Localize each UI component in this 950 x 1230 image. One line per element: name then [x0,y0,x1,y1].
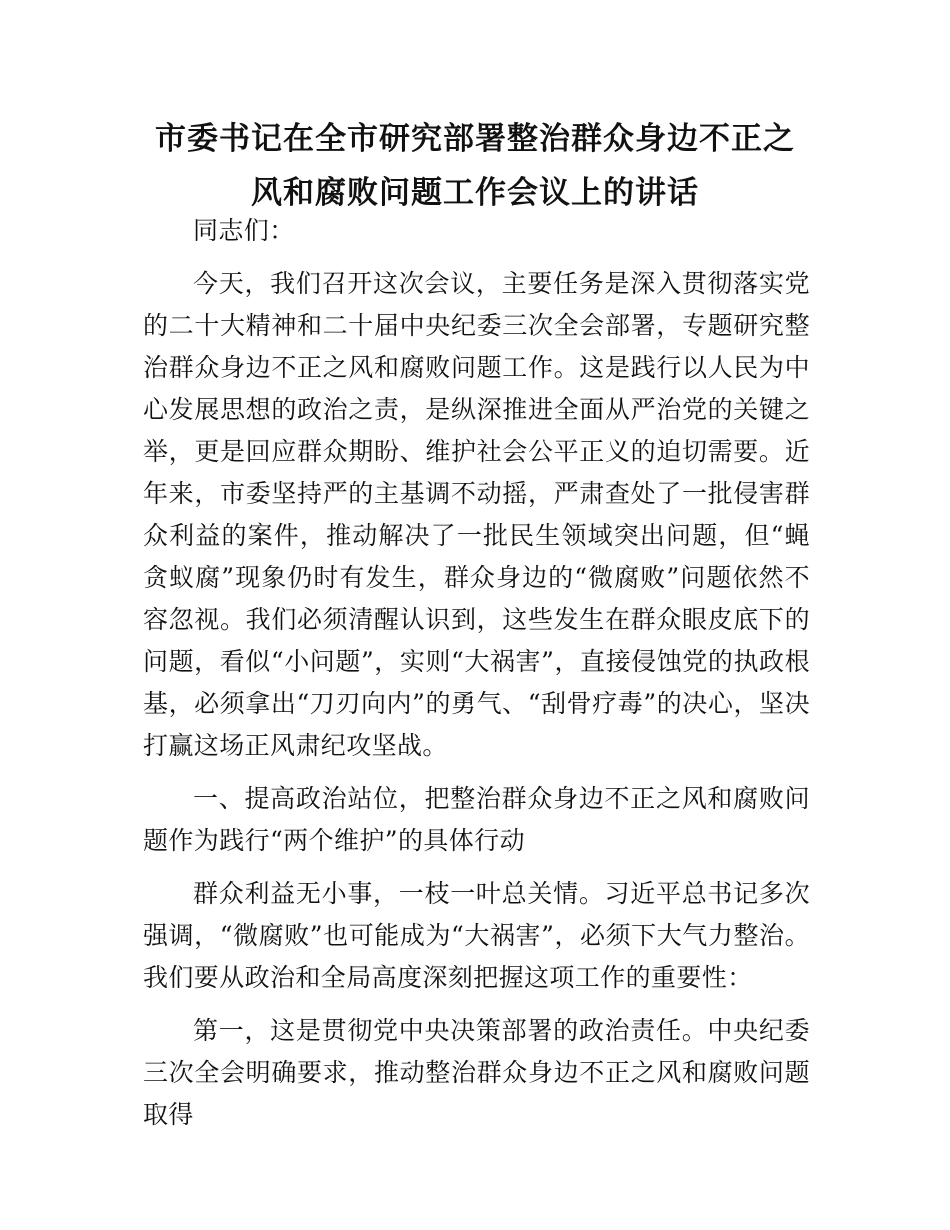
document-title [120,112,830,220]
salutation: 同志们： [193,216,295,245]
title-line-2: 风和腐败问题工作会议上的讲话 [251,175,699,211]
paragraph-section-1: 群众利益无小事，一枝一叶总关情。习近平总书记多次强调，“微腐败”也可能成为“大祸害”，必须下大气力整治。我们要从政治和全局高度深刻把握这项工作的重要性： [143,879,810,992]
document-body [143,210,810,1147]
section-heading-1: 一、提高政治站位，把整治群众身边不正之风和腐败问题作为践行“两个维护”的具体行动 [143,784,810,855]
paragraph-intro: 今天，我们召开这次会议，主要任务是深入贯彻落实党的二十大精神和二十届中央纪委三次全会部署，专题研究整治群众身边不正之风和腐败问题工作。这是践行以人民为中心发展思想的政治之责，是纵深推进全面从严治党的关键之举，更是回应群众期盼、维护社会公平正义的迫切需要。近年来，市委坚持严的主基调不动摇，严肃查处了一批侵害群众利益的案件，推动解决了一批民生领域突出问题，但“蝇贪蚁腐”现象仍时有发生，群众身边的“微腐败”问题依然不容忽视。我们必须清醒认识到，这些发生在群众眼皮底下的问题，看似“小问题”，实则“大祸害”，直接侵蚀党的执政根基，必须拿出“刀刃向内”的勇气、“刮骨疗毒”的决心，坚决打赢这场正风肃纪攻坚战。 [143,269,810,760]
title-line-1: 市委书记在全市研究部署整治群众身边不正之 [155,121,795,157]
paragraph-point-1: 第一，这是贯彻党中央决策部署的政治责任。中央纪委三次全会明确要求，推动整治群众身边不正之风和腐败问题取得 [143,1016,810,1129]
